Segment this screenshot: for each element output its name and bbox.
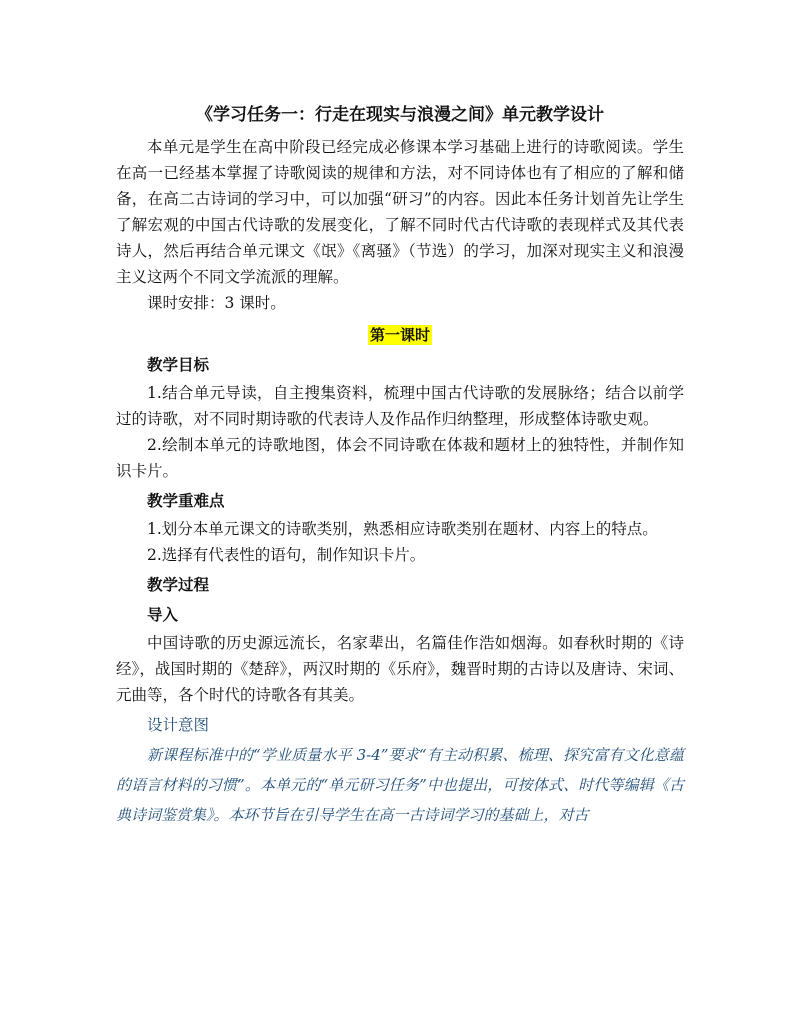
goals-heading: 教学目标 xyxy=(147,355,210,374)
schedule-text: 课时安排：3 课时。 xyxy=(147,294,286,312)
key-points-heading: 教学重难点 xyxy=(147,491,225,510)
intro-paragraph: 本单元是学生在高中阶段已经完成必修课本学习基础上进行的诗歌阅读。学生在高一已经基本掌握了诗歌阅读的规律和方法，对不同诗体也有了相应的了解和储备，在高二古诗词的学习中，可以加强“研习”的内容。因此本任务计划首先让学生了解宏观的中国古代诗歌的发展变化，了解不同时代古代诗歌的表现样式及其代表诗人，然后再结合单元课文《氓》《离骚》（节选）的学习，加深对现实主义和浪漫主义这两个不同文学流派的理解。 xyxy=(116,138,684,286)
key-point-1: 1.划分本单元课文的诗歌类别，熟悉相应诗歌类别在题材、内容上的特点。 xyxy=(147,520,658,538)
key-point-2: 2.选择有代表性的语句，制作知识卡片。 xyxy=(147,546,426,564)
process-heading: 教学过程 xyxy=(147,575,210,594)
lesson1-heading: 第一课时 xyxy=(369,326,430,344)
design-text: 新课程标准中的“学业质量水平 3-4”要求“有主动积累、梳理、探究富有文化意蕴的语言材料的习惯”。本单元的“单元研习任务”中也提出，可按体式、时代等编辑《古典诗词鉴赏集》。本环节旨在引导学生在高一古诗词学习的基础上，对古 xyxy=(116,746,684,824)
intro-step-text: 中国诗歌的历史源远流长，名家辈出，名篇佳作浩如烟海。如春秋时期的《诗经》，战国时期的《楚辞》，两汉时期的《乐府》，魏晋时期的古诗以及唐诗、宋词、元曲等，各个时代的诗歌各有其美。 xyxy=(116,634,684,704)
lesson-heading-wrap xyxy=(116,322,684,348)
document-title: 《学习任务一：行走在现实与浪漫之间》单元教学设计 xyxy=(196,105,604,125)
goal-2: 2.绘制本单元的诗歌地图，体会不同诗歌在体裁和题材上的独特性，并制作知识卡片。 xyxy=(116,436,684,480)
goal-1: 1.结合单元导读，自主搜集资料，梳理中国古代诗歌的发展脉络；结合以前学过的诗歌，对不同时期诗歌的代表诗人及作品作归纳整理，形成整体诗歌史观。 xyxy=(116,384,684,428)
document-body xyxy=(116,102,684,830)
intro-step-heading: 导入 xyxy=(147,605,179,624)
design-heading: 设计意图 xyxy=(147,716,210,734)
